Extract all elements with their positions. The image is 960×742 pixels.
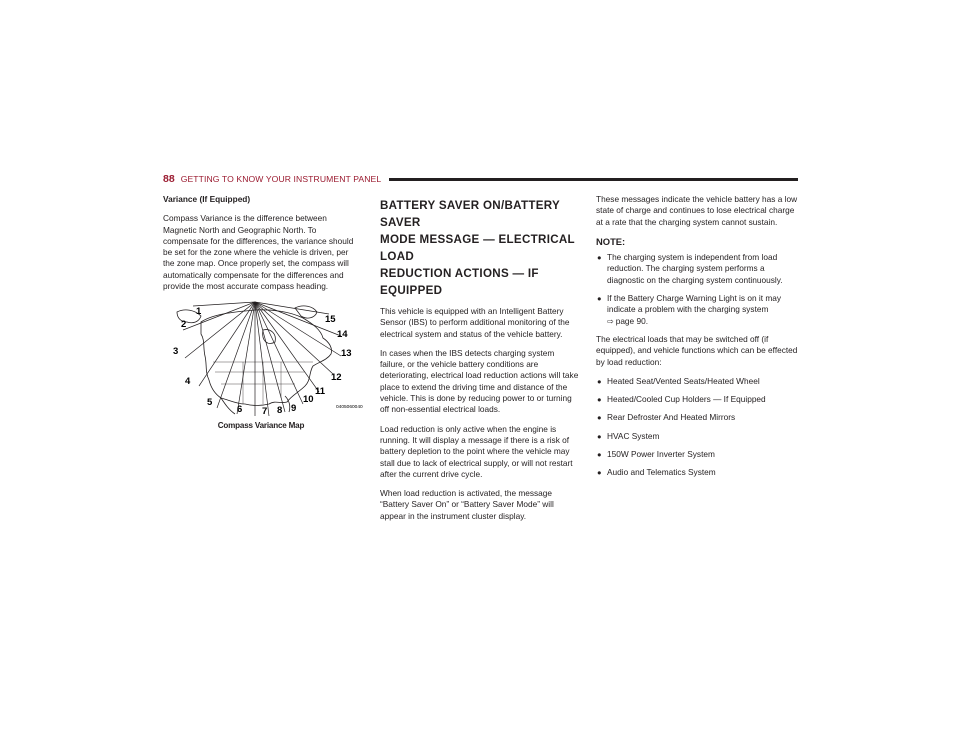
- variance-subheading: Variance (If Equipped): [163, 194, 251, 204]
- figure-code: 0405060040: [336, 405, 363, 411]
- zone-label: 14: [337, 329, 348, 341]
- zone-label: 8: [277, 405, 283, 417]
- zone-label: 6: [237, 404, 243, 416]
- list-item-text: Rear Defroster And Heated Mirrors: [607, 412, 736, 423]
- north-america-map-graphic: [163, 300, 363, 418]
- zone-label: 10: [303, 394, 314, 406]
- list-item: [596, 431, 798, 442]
- zone-label: 12: [331, 372, 342, 384]
- florida-outline: [285, 396, 290, 412]
- page-number: 88: [163, 173, 175, 185]
- list-item: [596, 467, 798, 478]
- compass-variance-map: [163, 300, 363, 435]
- bullet-icon: ●: [597, 294, 602, 304]
- bullet-icon: ●: [597, 253, 602, 263]
- list-item: [596, 449, 798, 460]
- bullet-icon: ●: [597, 431, 602, 441]
- list-item-text: The charging system is independent from load reduction. The charging system performs a diagnostic on the charging system continuously.: [607, 252, 783, 285]
- body-paragraph: In cases when the IBS detects charging system failure, or the vehicle battery conditions are deteriorating, electrical load reduction actions will take place to extend the driving time and distance of the vehicle. This is done by reducing power to or turning off non-essential electrical loads.: [380, 347, 579, 415]
- list-item-text: Audio and Telematics System: [607, 467, 716, 478]
- list-item: [596, 293, 798, 327]
- note-label: NOTE:: [596, 235, 626, 247]
- bullet-icon: ●: [597, 468, 602, 478]
- cross-reference-arrow-icon: ⇨: [607, 316, 614, 326]
- list-item-text: If the Battery Charge Warning Light is on it may indicate a problem with the charging system: [607, 293, 782, 315]
- page-reference-link[interactable]: page 90.: [615, 315, 648, 326]
- bullet-icon: ●: [597, 395, 602, 405]
- loads-list: [596, 376, 798, 479]
- section-title: GETTING TO KNOW YOUR INSTRUMENT PANEL: [180, 174, 382, 184]
- list-item-text: 150W Power Inverter System: [607, 449, 715, 460]
- zone-label: 13: [341, 348, 352, 360]
- variance-paragraph: Compass Variance is the difference between Magnetic North and Geographic North. To compensate for the differences, the variance should be set for the zone where the vehicle is driven, per the zone map. Once properly set, the compass will automatically compensate for the differences and provide the most accurate compass heading.: [163, 213, 354, 292]
- bullet-icon: ●: [597, 450, 602, 460]
- column-right: [596, 194, 798, 486]
- column-middle: [380, 194, 579, 530]
- heading-line: REDUCTION ACTIONS — IF EQUIPPED: [380, 267, 539, 297]
- list-item-text: Heated Seat/Vented Seats/Heated Wheel: [607, 375, 760, 386]
- zone-label: 5: [207, 397, 213, 409]
- body-paragraph: Load reduction is only active when the engine is running. It will display a message if there is a risk of battery depletion to the point where the vehicle may stall due to lack of electrical supply, or will not restart after the current drive cycle.: [380, 423, 573, 479]
- list-item: [596, 376, 798, 387]
- list-item: [596, 412, 798, 423]
- list-item: [596, 394, 798, 405]
- zone-label: 15: [325, 314, 336, 326]
- zone-label: 1: [196, 306, 202, 318]
- page-header: [163, 172, 798, 186]
- zone-label: 11: [315, 386, 326, 398]
- loads-intro-paragraph: The electrical loads that may be switched off (if equipped), and vehicle functions which can be effected by load reduction:: [596, 333, 798, 367]
- list-item-text: Heated/Cooled Cup Holders — If Equipped: [607, 394, 766, 405]
- messages-intro-paragraph: These messages indicate the vehicle battery has a low state of charge and continues to lose electrical charge at a rate that the charging system cannot sustain.: [596, 194, 798, 227]
- header-rule: [389, 178, 798, 181]
- heading-line: BATTERY SAVER ON/BATTERY SAVER: [380, 199, 560, 229]
- zone-label: 4: [185, 376, 191, 388]
- body-paragraph: When load reduction is activated, the message “Battery Saver On” or “Battery Saver Mode” will appear in the instrument cluster display.: [380, 488, 554, 521]
- list-item: [596, 252, 798, 286]
- heading-line: MODE MESSAGE — ELECTRICAL LOAD: [380, 233, 575, 263]
- zone-label: 2: [181, 319, 187, 331]
- bullet-icon: ●: [597, 413, 602, 423]
- zone-label: 7: [262, 406, 268, 418]
- zone-label: 3: [173, 346, 179, 358]
- list-item-text: HVAC System: [607, 430, 660, 441]
- note-list: [596, 252, 798, 327]
- body-paragraph: This vehicle is equipped with an Intelligent Battery Sensor (IBS) to perform additional monitoring of the electrical system and status of the vehicle battery.: [380, 306, 570, 339]
- figure-caption: Compass Variance Map: [217, 421, 305, 431]
- bullet-icon: ●: [597, 376, 602, 386]
- column-left: [163, 194, 363, 435]
- battery-saver-heading: [380, 197, 579, 299]
- zone-label: 9: [291, 403, 297, 415]
